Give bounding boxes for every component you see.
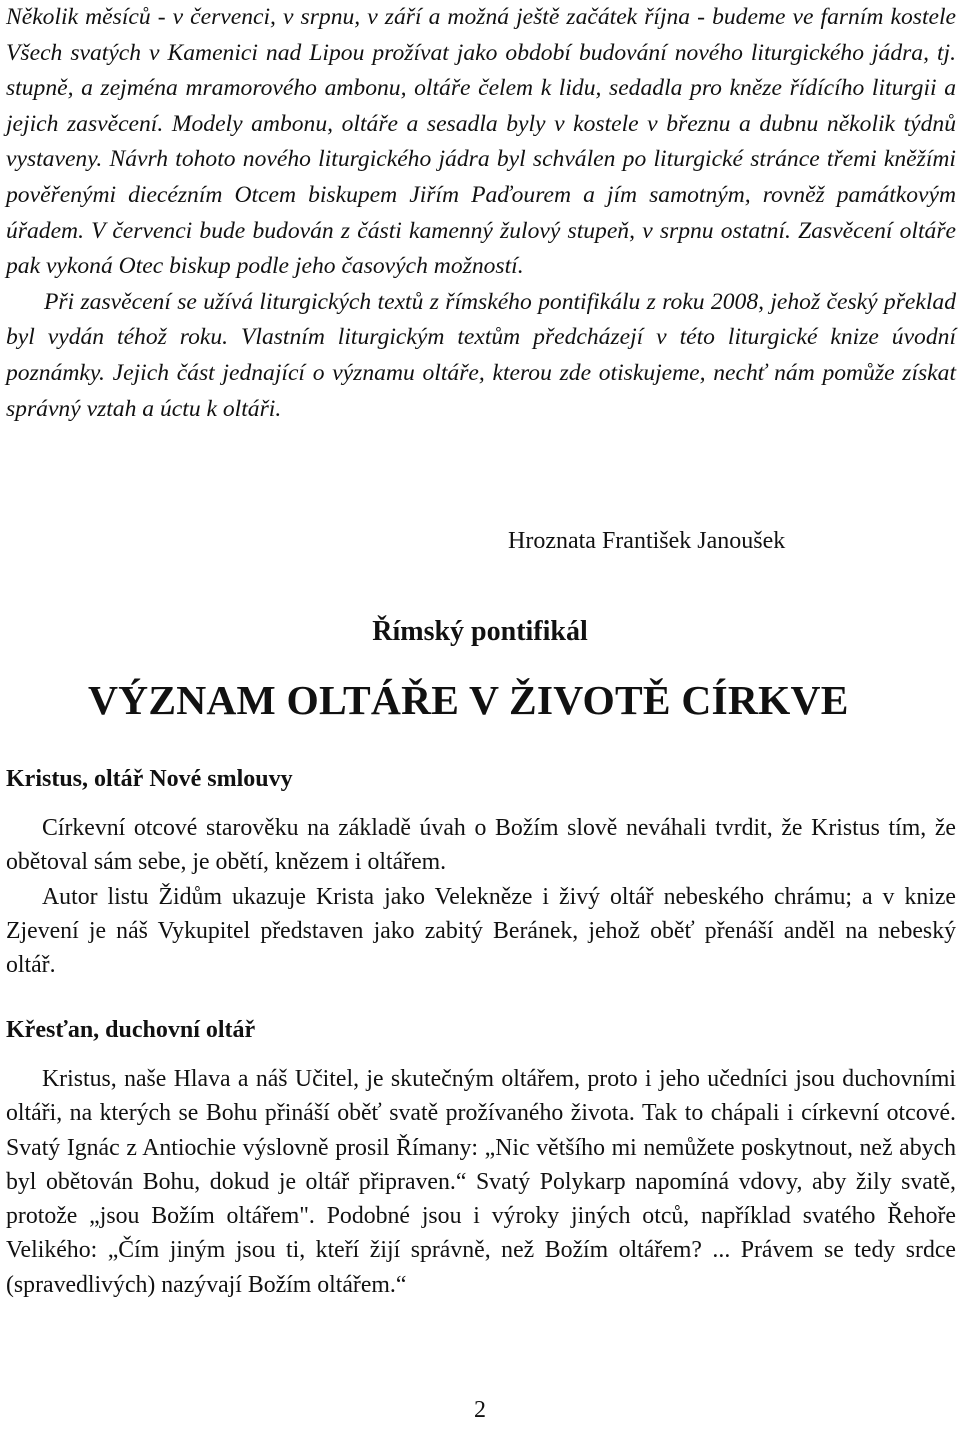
intro-paragraph-1: Několik měsíců - v červenci, v srpnu, v září a možná ještě začátek října - budeme ve farním kostele Všech svatých v Kamenici nad Lipou prožívat jako období budování nového liturgického jádra, tj. stupně, a zejména mramorového ambonu, oltáře čelem k lidu, sedadla pro kněze řídícího liturgii a jejich zasvěcení. Modely ambonu, oltáře a sesadla byly v kostele v březnu a dubnu několik týdnů vystaveny. Návrh tohoto nového liturgického jádra byl schválen po liturgické stránce třemi kněžími pověřenými diecézním Otcem biskupem Jiřím Paďourem a jím samotným, rovněž památkovým úřadem. V červenci bude budován z části kamenný žulový stupeň, v srpnu ostatní. Zasvěcení oltáře pak vykoná Otec biskup podle jeho časových možností. (6, 4, 956, 280)
subtitle (0, 612, 960, 652)
section-1-paragraph-2: Autor listu Židům ukazuje Krista jako Velekněze i živý oltář nebeského chrámu; a v knize Zjevení je náš Vykupitel představen jako zabitý Beránek, jehož oběť přenáší anděl na nebeský oltář. (6, 883, 956, 979)
author-signature: Hroznata František Janoušek (508, 528, 786, 554)
section-heading-1: Kristus, oltář Nové smlouvy (6, 766, 293, 792)
section-2-paragraph-1: Kristus, naše Hlava a náš Učitel, je skutečným oltářem, proto i jeho učedníci jsou duchovními oltáři, na kterých se Bohu přináší oběť svatě prožívaného života. Tak to chápali i církevní otcové. Svatý Ignác z Antiochie výslovně prosil Římany: „Nic většího mi nemůžete poskytnout, než abych byl obětován Bohu, dokud je oltář připraven.“ Svatý Polykarp napomíná vdovy, aby žily svatě, protože „jsou Božím oltářem". Podobné jsou i výroky jiných otců, například svatého Řehoře Velikého: „Čím jiným jsou ti, kteří žijí správně, než Božím oltářem? ... Právem se tedy srdce (spravedlivých) nazývají Božím oltářem.“ (6, 1066, 956, 1298)
section-1-paragraph-1: Církevní otcové starověku na základě úvah o Božím slově neváhali tvrdit, že Kristus tím, že obětoval sám sebe, je obětí, knězem i oltářem. (6, 815, 956, 876)
intro-text (6, 0, 956, 427)
page-number: 2 (474, 1397, 486, 1423)
subtitle-text: Římský pontifikál (372, 616, 588, 647)
section-body-2 (6, 1062, 956, 1302)
main-title: VÝZNAM OLTÁŘE V ŽIVOTĚ CÍRKVE (88, 677, 849, 723)
intro-paragraph-2: Při zasvěcení se užívá liturgických textů z římského pontifikálu z roku 2008, jehož český překlad byl vydán téhož roku. Vlastním liturgickým textům předcházejí v této liturgické knize úvodní poznámky. Jejich část jednající o významu oltáře, kterou zde otiskujeme, nechť nám pomůže získat správný vztah a úctu k oltáři. (6, 288, 956, 422)
section-body-1 (6, 811, 956, 982)
section-heading-2: Křesťan, duchovní oltář (6, 1017, 256, 1043)
